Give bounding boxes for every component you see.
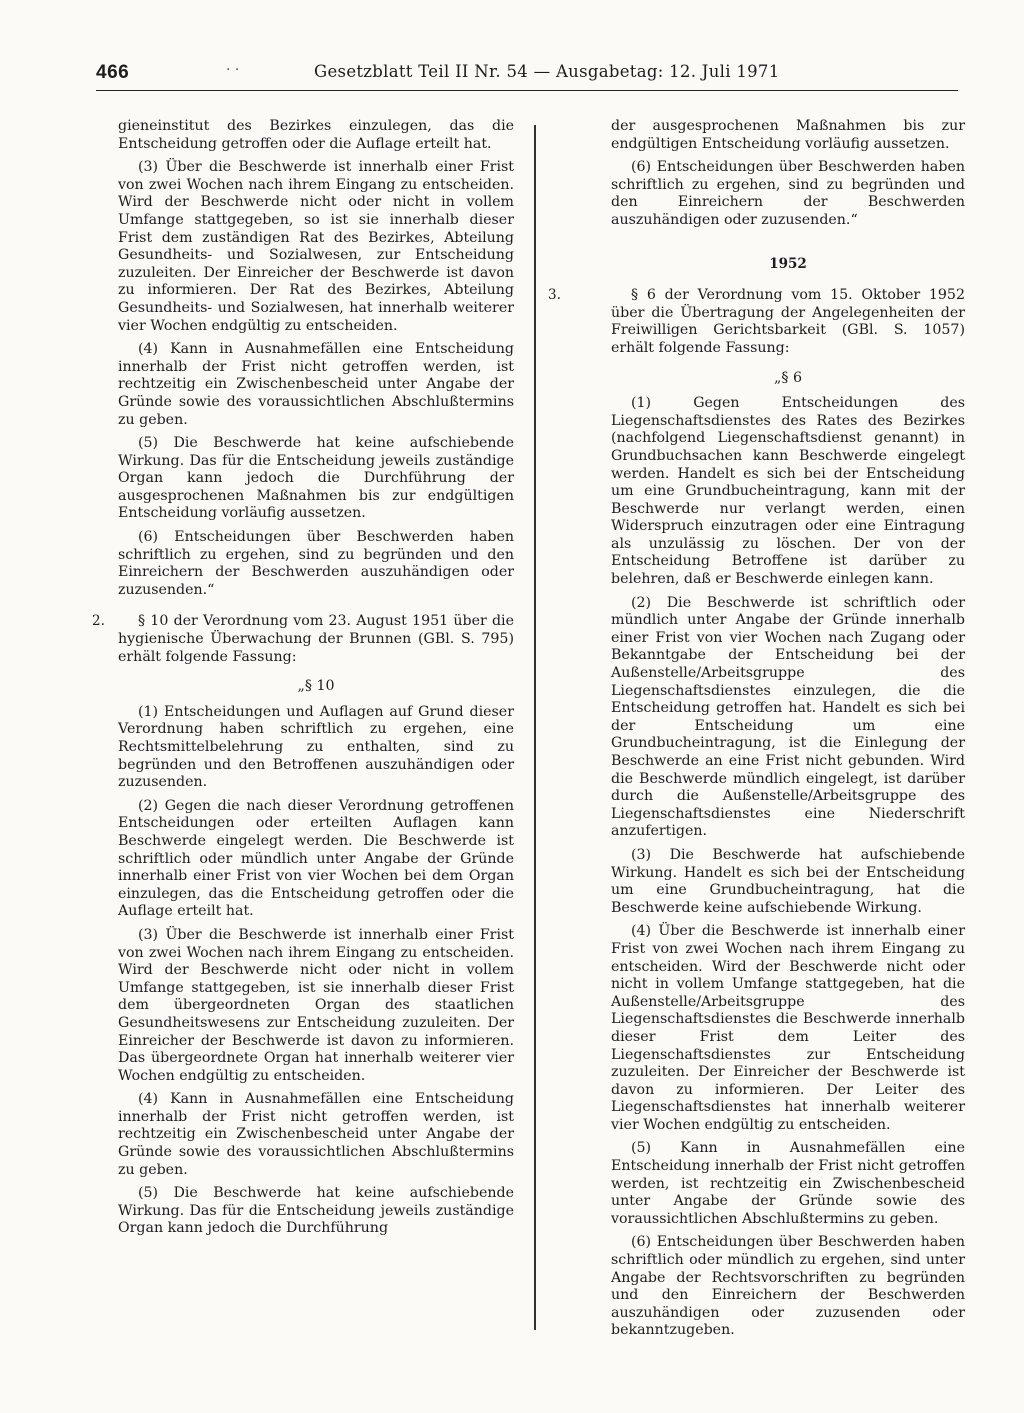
item-text: § 10 der Verordnung vom 23. August 1951 über die hygienische Überwachung der Brunnen (GBl. S. 795) erhält folgende Fassung:: [118, 613, 514, 665]
year-heading: 1952: [769, 255, 807, 272]
left-column: [92, 118, 514, 1244]
section-heading: „§ 10: [297, 678, 335, 695]
paragraph: gieneinstitut des Bezirkes einzulegen, das die Entscheidung getroffen oder die Auflage erteilt hat.: [118, 118, 514, 152]
page-number: 466: [96, 62, 130, 83]
paragraph: (1) Gegen Entscheidungen des Liegenschaftsdienstes des Rates des Bezirkes (nachfolgend Liegenschaftsdienst genannt) in Grundbuchsachen kann Beschwerde eingelegt werden. Handelt es sich bei der Entscheidung um eine Grundbucheintragung, kann mit der Beschwerde nur verlangt werden, einen Widerspruch einzutragen oder eine Eintragung als unzulässig zu löschen. Der von der Entscheidung Betroffene ist darüber zu belehren, daß er Beschwerde einlegen kann.: [611, 395, 965, 588]
paragraph: (3) Über die Beschwerde ist innerhalb einer Frist von zwei Wochen nach ihrem Eingang zu entscheiden. Wird der Beschwerde nicht oder nicht in vollem Umfange stattgegeben, so ist sie innerhalb dieser Frist dem zuständigen Rat des Bezirkes, Abteilung Gesundheits- und Sozialwesen, zur Entscheidung zuzuleiten. Der Einreicher der Beschwerde ist davon zu informieren. Der Rat des Bezirkes, Abteilung Gesundheits- und Sozialwesen, hat innerhalb weiterer vier Wochen endgültig zu entscheiden.: [118, 159, 514, 334]
page-header: [96, 62, 958, 91]
item-number: 2.: [92, 613, 105, 630]
paragraph: (4) Kann in Ausnahmefällen eine Entscheidung innerhalb der Frist nicht getroffen werden, ist rechtzeitig ein Zwischenbescheid unter Angabe der Gründe sowie des voraussichtlichen Abschlußtermins zu geben.: [118, 1091, 514, 1178]
amendment-item-2: [92, 613, 514, 666]
paragraph: (4) Kann in Ausnahmefällen eine Entscheidung innerhalb der Frist nicht getroffen werden, ist rechtzeitig ein Zwischenbescheid unter Angabe der Gründe sowie des voraussichtlichen Abschlußtermins zu geben.: [118, 341, 514, 428]
section-heading: „§ 6: [774, 369, 802, 386]
item-text: § 6 der Verordnung vom 15. Oktober 1952 über die Übertragung der Angelegenheiten der Freiwilligen Gerichtsbarkeit (GBl. S. 1057) erhält folgende Fassung:: [611, 287, 965, 356]
header-mark: · ·: [226, 62, 240, 78]
paragraph: (2) Gegen die nach dieser Verordnung getroffenen Entscheidungen oder erteilten Auflagen kann Beschwerde eingelegt werden. Die Beschwerde ist schriftlich oder mündlich unter Angabe der Gründe innerhalb einer Frist von vier Wochen bei dem Organ einzulegen, das die Entscheidung getroffen oder die Auflage erteilt hat.: [118, 797, 514, 920]
paragraph: (6) Entscheidungen über Beschwerden haben schriftlich zu ergehen, sind zu begründen und den Einreichern der Beschwerden auszuhändigen oder zuzusenden.“: [611, 159, 965, 228]
paragraph: (6) Entscheidungen über Beschwerden haben schriftlich oder mündlich zu ergehen, sind unter Angabe der Rechtsvorschriften zu begründen und den Einreichern der Beschwerden auszuhändigen oder zuzusenden oder bekanntzugeben.: [611, 1234, 965, 1339]
paragraph: (6) Entscheidungen über Beschwerden haben schriftlich zu ergehen, sind zu begründen und den Einreichern der Beschwerden auszuhändigen oder zuzusenden.“: [118, 529, 514, 598]
paragraph: (4) Über die Beschwerde ist innerhalb einer Frist von zwei Wochen nach ihrem Eingang zu entscheiden. Wird der Beschwerde nicht oder nicht in vollem Umfange stattgegeben, hat die Außenstelle/Arbeitsgruppe des Liegenschaftsdienstes die Beschwerde innerhalb dieser Frist dem Leiter des Liegenschaftsdienstes zur Entscheidung zuzuleiten. Der Einreicher der Beschwerde ist davon zu informieren. Der Leiter des Liegenschaftsdienstes hat innerhalb weiterer vier Wochen endgültig zu entscheiden.: [611, 923, 965, 1133]
paragraph: (3) Über die Beschwerde ist innerhalb einer Frist von zwei Wochen nach ihrem Eingang zu entscheiden. Wird der Beschwerde nicht oder nicht in vollem Umfange stattgegeben, ist sie innerhalb dieser Frist dem übergeordneten Organ des staatlichen Gesundheitswesens zur Entscheidung zuzuleiten. Der Einreicher der Beschwerde ist davon zu informieren. Das übergeordnete Organ hat innerhalb weiterer vier Wochen endgültig zu entscheiden.: [118, 926, 514, 1084]
paragraph: (5) Kann in Ausnahmefällen eine Entscheidung innerhalb der Frist nicht getroffen werden, ist rechtzeitig ein Zwischenbescheid unter Angabe der Gründe sowie des voraussichtlichen Abschlußtermins zu geben.: [611, 1140, 965, 1227]
paragraph: der ausgesprochenen Maßnahmen bis zur endgültigen Entscheidung vorläufig aussetzen.: [611, 118, 965, 152]
right-column: [548, 118, 965, 1346]
paragraph: (2) Die Beschwerde ist schriftlich oder mündlich unter Angabe der Gründe innerhalb einer Frist von vier Wochen nach Zugang oder Bekanntgabe der Entscheidung bei der Außenstelle/Arbeitsgruppe des Liegenschaftsdienstes einzulegen, die die Entscheidung getroffen hat. Handelt es sich bei der Entscheidung um eine Grundbucheintragung, ist die Einlegung der Beschwerde an eine Frist nicht gebunden. Wird die Beschwerde mündlich eingelegt, ist darüber durch die Außenstelle/Arbeitsgruppe des Liegenschaftsdienstes eine Niederschrift anzufertigen.: [611, 594, 965, 840]
amendment-item-3: [548, 287, 965, 357]
running-head: Gesetzblatt Teil II Nr. 54 — Ausgabetag: 12. Juli 1971: [314, 62, 780, 81]
paragraph: (3) Die Beschwerde hat aufschiebende Wirkung. Handelt es sich bei der Entscheidung um eine Grundbucheintragung, hat die Beschwerde keine aufschiebende Wirkung.: [611, 846, 965, 916]
paragraph: (1) Entscheidungen und Auflagen auf Grund dieser Verordnung haben schriftlich zu ergehen, eine Rechtsmittelbelehrung zu enthalten, sind zu begründen und den Betroffenen auszuhändigen oder zuzusenden.: [118, 703, 514, 791]
column-divider: [534, 125, 536, 1330]
paragraph: (5) Die Beschwerde hat keine aufschiebende Wirkung. Das für die Entscheidung jeweils zuständige Organ kann jedoch die Durchführung: [118, 1185, 514, 1237]
paragraph: (5) Die Beschwerde hat keine aufschiebende Wirkung. Das für die Entscheidung jeweils zuständige Organ kann jedoch die Durchführung der ausgesprochenen Maßnahmen bis zur endgültigen Entscheidung vorläufig aussetzen.: [118, 435, 514, 522]
item-number: 3.: [548, 287, 561, 304]
